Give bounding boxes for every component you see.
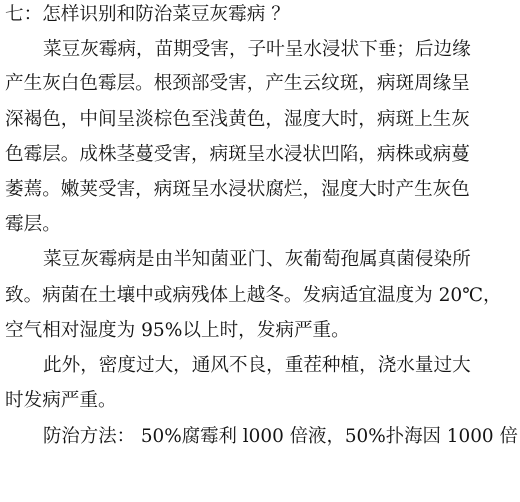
paragraph-1-line-5: 萎蔫。嫩荚受害，病斑呈水浸状腐烂，湿度大时产生灰色: [5, 179, 470, 200]
paragraph-3-line-2: 时发病严重。: [5, 390, 117, 411]
paragraph-2-line-2: 致。病菌在土壤中或病残体上越冬。发病适宜温度为 20℃，: [5, 285, 502, 306]
paragraph-1-line-4: 色霉层。成株茎蔓受害，病斑呈水浸状凹陷，病株或病蔓: [5, 144, 470, 165]
paragraph-2-line-1: 菜豆灰霉病是由半知菌亚门、灰葡萄孢属真菌侵染所: [43, 249, 471, 270]
paragraph-1-line-2: 产生灰白色霉层。根颈部受害，产生云纹斑，病斑周缘呈: [5, 73, 470, 94]
paragraph-4-line-1: 防治方法： 50%腐霉利 l000 倍液，50%扑海因 1000 倍: [43, 426, 518, 447]
paragraph-1-line-6: 霉层。: [5, 214, 61, 235]
paragraph-1-line-1: 菜豆灰霉病，苗期受害，子叶呈水浸状下垂；后边缘: [43, 39, 471, 60]
paragraph-3-line-1: 此外，密度过大，通风不良，重茬种植，浇水量过大: [43, 355, 471, 376]
paragraph-1-line-3: 深褐色，中间呈淡棕色至浅黄色，湿度大时，病斑上生灰: [5, 109, 470, 130]
section-heading: 七：怎样识别和防治菜豆灰霉病 ？: [5, 4, 290, 25]
paragraph-2-line-3: 空气相对湿度为 95%以上时，发病严重。: [5, 320, 350, 341]
